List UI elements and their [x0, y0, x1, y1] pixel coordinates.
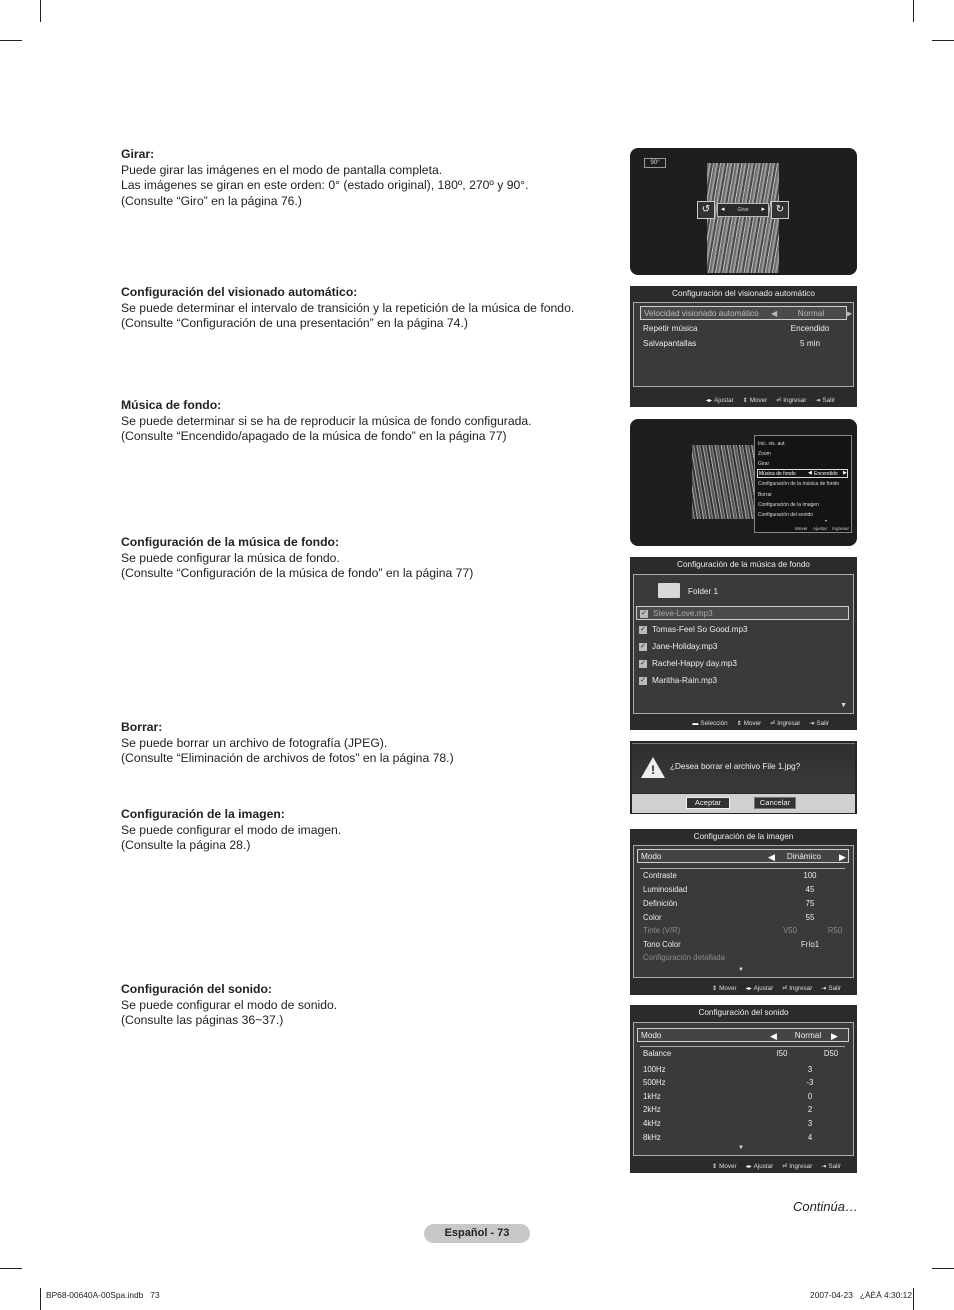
menu-row-salvapantallas[interactable] — [640, 337, 847, 351]
mode-label: Modo — [641, 1031, 662, 1040]
setting-row[interactable]: Tono Color Frío1 — [643, 940, 820, 949]
section-title: Música de fondo: — [121, 398, 222, 412]
eq-row[interactable]: 4kHz 3 — [643, 1119, 813, 1128]
section-line: (Consulte las páginas 36~37.) — [121, 1013, 284, 1027]
footer-mover: Mover — [749, 396, 768, 404]
scroll-down-icon: ▾ — [825, 518, 828, 523]
menu-row-velocidad[interactable] — [640, 306, 853, 320]
panel-title: Configuración del visionado automático — [672, 289, 815, 298]
exit-icon: ⇥ — [809, 720, 815, 727]
menu-item[interactable]: Girar — [758, 461, 770, 467]
section-line: (Consulte la página 28.) — [121, 838, 251, 852]
arrow-left-icon: ◂ — [721, 206, 725, 213]
exit-icon: ⇥ — [815, 397, 821, 404]
crop-mark — [913, 0, 914, 22]
arrow-left-icon: ◀ — [808, 470, 812, 476]
section-visionado — [121, 285, 591, 332]
rotate-bar — [717, 203, 769, 217]
footer-salir: Salir — [816, 719, 829, 727]
rotate-left-button[interactable]: ↺ — [697, 201, 715, 219]
setting-row[interactable]: Luminosidad 45 — [643, 885, 815, 894]
menu-item[interactable]: Zoom — [758, 451, 771, 457]
footer-salir: Salir — [828, 984, 841, 992]
music-file-row[interactable] — [636, 657, 847, 671]
menu-item[interactable]: Configuración de la imagen — [758, 502, 819, 508]
dialog-button-bar — [632, 794, 855, 813]
panel-footer — [630, 716, 857, 730]
section-imagen — [121, 807, 591, 854]
scroll-down-icon[interactable]: ▼ — [738, 1145, 744, 1151]
enter-icon: ⏎ — [776, 397, 782, 404]
crop-mark — [913, 1288, 914, 1310]
panel-title: Configuración de la música de fondo — [677, 560, 810, 569]
rotate-label: Girar — [737, 207, 749, 213]
scroll-down-icon[interactable]: ▼ — [738, 967, 744, 973]
footer-mover: Mover — [743, 719, 762, 727]
eq-row[interactable]: 1kHz 0 — [643, 1092, 813, 1101]
folder-name: Folder 1 — [688, 587, 719, 596]
setting-row[interactable]: Tinte (V/R) V50 R50 — [643, 926, 843, 935]
crop-mark — [0, 40, 22, 41]
section-title: Configuración del sonido: — [121, 982, 272, 996]
sound-panel — [630, 1005, 857, 1173]
menu-item-selected[interactable] — [757, 469, 848, 478]
left-right-icon: ◂▸ — [706, 397, 713, 404]
print-footer-right: 2007-04-23 ¿ÀÈÄ 4:30:12 — [810, 1290, 912, 1300]
footer-mover: Mover — [719, 984, 737, 992]
panel-body — [633, 1022, 854, 1156]
footer-ingresar: Ingresar — [783, 396, 807, 404]
up-down-icon: ⇕ — [712, 985, 718, 992]
crop-mark — [932, 40, 954, 41]
mode-selector[interactable] — [637, 849, 849, 863]
footer-salir: Salir — [822, 396, 835, 404]
menu-item[interactable]: Configuración de la música de fondo — [758, 481, 840, 487]
arrow-left-icon: ◀ — [770, 1031, 777, 1041]
footer-ingresar: Ingresar — [789, 984, 813, 992]
left-right-icon: ◂▸ — [745, 1163, 752, 1170]
file-name: Maritha-Rain.mp3 — [652, 676, 718, 685]
setting-row[interactable]: Configuración detallada — [643, 953, 725, 962]
footer-ajustar: Ajustar — [714, 396, 734, 404]
file-name: Tomas-Feel So Good.mp3 — [652, 625, 748, 634]
arrow-right-icon: ▶ — [846, 309, 853, 318]
row-label: Salvapantallas — [643, 339, 697, 348]
section-borrar — [121, 720, 591, 767]
footer-ajustar: Ajustar — [753, 984, 774, 992]
section-title: Configuración del visionado automático: — [121, 285, 358, 299]
row-label: Repetir música — [643, 324, 698, 333]
panel-body — [633, 845, 854, 978]
menu-item[interactable]: Inic. vis. aut. — [758, 441, 786, 447]
panel-footer — [630, 393, 857, 407]
checkbox-icon[interactable]: ✓ — [640, 642, 646, 650]
select-key-icon: ▬ — [692, 720, 699, 727]
continua-label: Continúa… — [792, 1199, 858, 1214]
eq-row[interactable]: 2kHz 2 — [643, 1105, 813, 1114]
checkbox-icon[interactable]: ✓ — [640, 659, 646, 667]
section-line: Se puede configurar el modo de imagen. — [121, 822, 342, 837]
accept-button[interactable]: Aceptar — [686, 797, 730, 809]
panel-footer — [630, 981, 857, 995]
tools-menu-panel — [630, 419, 857, 546]
angle-badge: 90° — [644, 158, 666, 168]
up-down-icon: ⇕ — [712, 1163, 718, 1170]
music-file-row[interactable] — [636, 623, 847, 637]
panel-body — [633, 574, 854, 714]
arrow-right-icon: ▶ — [839, 852, 846, 862]
mode-label: Modo — [641, 852, 662, 861]
delete-dialog: ! ¿Desea borrar el archivo File 1.jpg? Aceptar Cancelar — [630, 741, 857, 814]
arrow-right-icon: ▶ — [843, 470, 847, 476]
section-line: Se puede configurar la música de fondo. — [121, 550, 340, 565]
left-right-icon: ◂▸ — [745, 985, 752, 992]
music-file-row[interactable] — [636, 674, 847, 688]
menu-footer — [755, 523, 851, 533]
panel-title: Configuración del sonido — [698, 1008, 789, 1017]
footer-salir: Salir — [828, 1162, 841, 1170]
checkbox-icon[interactable]: ✓ — [640, 676, 646, 684]
menu-row-repetir[interactable] — [640, 322, 847, 336]
section-line: Se puede determinar el intervalo de transición y la repetición de la música de fondo. — [121, 300, 575, 315]
row-value: 5 min — [799, 339, 821, 348]
arrow-right-icon: ▶ — [831, 1031, 838, 1041]
picture-panel — [630, 829, 857, 995]
section-title: Girar: — [121, 147, 155, 161]
balance-row[interactable]: Balance I50 D50 — [643, 1049, 839, 1058]
crop-mark — [932, 1268, 954, 1269]
eq-row[interactable]: 100Hz 3 — [643, 1065, 813, 1074]
up-down-icon: ⇕ — [736, 720, 742, 727]
music-file-row[interactable] — [636, 640, 847, 654]
arrow-left-icon: ◀ — [771, 309, 778, 318]
section-line: (Consulte “Giro” en la página 76.) — [121, 193, 302, 208]
arrow-left-icon: ◀ — [768, 852, 775, 862]
cancel-button[interactable]: Cancelar — [754, 797, 796, 809]
dialog-message: ¿Desea borrar el archivo File 1.jpg? — [670, 762, 801, 771]
rotate-panel — [630, 148, 857, 275]
scroll-down-icon[interactable]: ▼ — [840, 702, 847, 709]
crop-mark — [0, 1268, 22, 1269]
mode-selector[interactable] — [637, 1028, 849, 1042]
setting-row[interactable]: Color 55 — [643, 913, 815, 922]
mode-value: Normal — [794, 1031, 822, 1040]
music-file-row[interactable] — [636, 606, 849, 620]
footer-ingresar: Ingresar — [777, 719, 801, 727]
enter-icon: ⏎ — [770, 720, 776, 727]
footer-mover: Mover — [719, 1162, 737, 1170]
crop-mark — [40, 0, 41, 22]
setting-row[interactable]: Contraste 100 — [643, 871, 817, 880]
eq-row[interactable]: 8kHz 4 — [643, 1133, 813, 1142]
section-line: Puede girar las imágenes en el modo de pantalla completa. — [121, 162, 443, 177]
section-title: Configuración de la música de fondo: — [121, 535, 340, 549]
setting-row[interactable]: Definición 75 — [643, 899, 815, 908]
enter-icon: ⏎ — [782, 985, 788, 992]
background-photo — [692, 445, 756, 519]
section-title: Borrar: — [121, 720, 163, 734]
menu-item[interactable]: Configuración del sonido — [758, 512, 814, 518]
section-sonido — [121, 982, 591, 1029]
file-name: Steve-Love.mp3 — [653, 609, 713, 618]
section-line: Se puede borrar un archivo de fotografía (JPEG). — [121, 735, 388, 750]
exit-icon: ⇥ — [821, 1163, 827, 1170]
tools-menu — [754, 435, 852, 533]
panel-title: Configuración de la imagen — [693, 832, 794, 841]
section-line: (Consulte “Configuración de una presentación” en la página 74.) — [121, 316, 468, 330]
crop-mark — [40, 1288, 41, 1310]
enter-icon: ⏎ — [782, 1163, 788, 1170]
footer-ajustar: Ajustar — [812, 525, 828, 531]
file-name: Jane-Holiday.mp3 — [652, 642, 718, 651]
panel-body — [633, 302, 854, 387]
rotate-right-button[interactable]: ↻ — [771, 201, 789, 219]
footer-ingresar: Ingresar — [832, 525, 849, 531]
eq-row[interactable]: 500Hz -3 — [643, 1078, 814, 1087]
section-title: Configuración de la imagen: — [121, 807, 285, 821]
section-line: (Consulte “Encendido/apagado de la música de fondo” en la página 77) — [121, 429, 507, 443]
page-number-badge: Español - 73 — [424, 1224, 530, 1243]
footer-ajustar: Ajustar — [753, 1162, 774, 1170]
section-line: Se puede determinar si se ha de reproducir la música de fondo configurada. — [121, 413, 532, 428]
row-value: Normal — [797, 309, 825, 318]
checkbox-icon[interactable]: ✓ — [640, 625, 646, 633]
music-panel — [630, 557, 857, 730]
checkbox-icon[interactable]: ✓ — [641, 609, 647, 617]
menu-item[interactable]: Borrar — [758, 492, 772, 498]
mode-value: Dinámico — [786, 852, 822, 861]
exit-icon: ⇥ — [821, 985, 827, 992]
footer-seleccion: Selección — [700, 719, 728, 727]
rotate-photo — [707, 163, 779, 273]
up-down-icon: ⇕ — [742, 397, 748, 404]
row-label: Velocidad visionado automático — [644, 309, 759, 318]
menu-item-value: Encendido — [814, 471, 838, 477]
footer-mover: Mover — [795, 525, 808, 531]
print-footer-left: BP68-00640A-00Spa.indb 73 — [46, 1290, 160, 1300]
row-value: Encendido — [790, 324, 830, 333]
folder-icon — [658, 583, 680, 598]
section-line: (Consulte “Configuración de la música de fondo” en la página 77) — [121, 566, 474, 580]
menu-item-label: Música de fondo — [759, 471, 796, 477]
panel-footer — [630, 1159, 857, 1173]
section-musica — [121, 398, 591, 445]
section-line: (Consulte “Eliminación de archivos de fotos” en la página 78.) — [121, 751, 454, 765]
file-name: Rachel-Happy day.mp3 — [652, 659, 737, 668]
section-confmusica — [121, 535, 591, 582]
section-line: Se puede configurar el modo de sonido. — [121, 997, 338, 1012]
footer-ingresar: Ingresar — [789, 1162, 813, 1170]
slideshow-panel — [630, 286, 857, 407]
section-line: Las imágenes se giran en este orden: 0° (estado original), 180º, 270º y 90°. — [121, 178, 529, 192]
arrow-right-icon: ▸ — [761, 206, 765, 213]
section-girar — [121, 147, 591, 209]
